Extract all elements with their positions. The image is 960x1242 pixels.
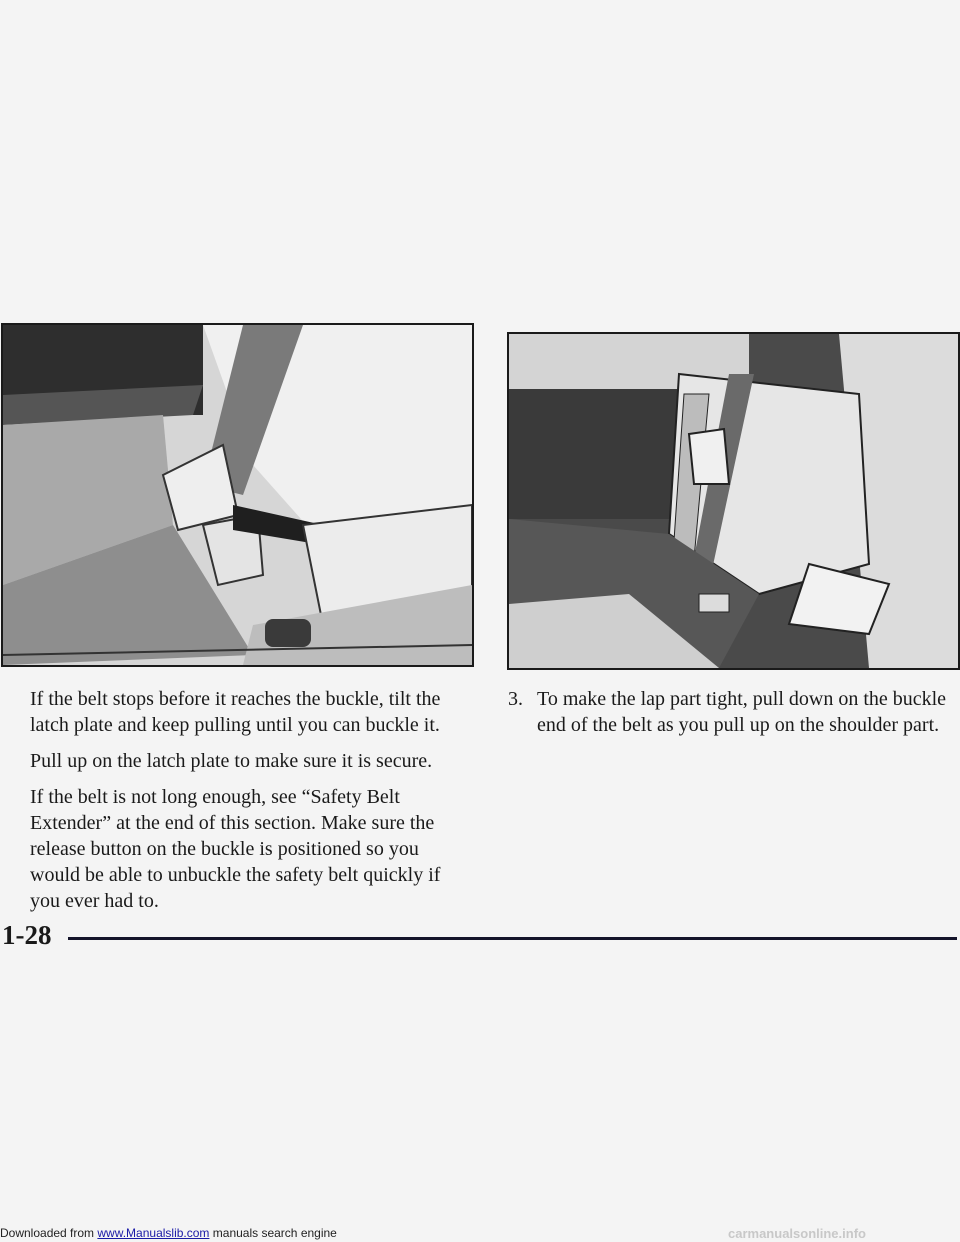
- watermark: carmanualsonline.info: [728, 1226, 866, 1241]
- lap-belt-illustration: [507, 332, 960, 670]
- paragraph-extender: If the belt is not long enough, see “Safety Belt Extender” at the end of this section. Make sure the release button on the buckle is positioned so you would be able to unbuckle the safety belt quickly if you ever had to.: [30, 786, 441, 912]
- buckle-illustration: [1, 323, 474, 667]
- paragraph-tilt-latch: If the belt stops before it reaches the buckle, tilt the latch plate and keep pulling until you can buckle it.: [30, 688, 441, 736]
- footer-suffix: manuals search engine: [209, 1226, 337, 1240]
- paragraph-pull-up: Pull up on the latch plate to make sure it is secure.: [30, 750, 433, 772]
- download-footer: [0, 1226, 337, 1240]
- page-rule: [68, 937, 957, 940]
- step-item: [508, 686, 948, 738]
- manualslib-link[interactable]: www.Manualslib.com: [97, 1226, 210, 1240]
- step-text: To make the lap part tight, pull down on the buckle end of the belt as you pull up on the shoulder part.: [537, 688, 947, 736]
- page-number: 1-28: [2, 920, 52, 950]
- footer-prefix: Downloaded from: [0, 1226, 98, 1240]
- left-text-column: [30, 686, 470, 924]
- step-number: 3.: [508, 688, 523, 710]
- right-text-column: [508, 686, 948, 738]
